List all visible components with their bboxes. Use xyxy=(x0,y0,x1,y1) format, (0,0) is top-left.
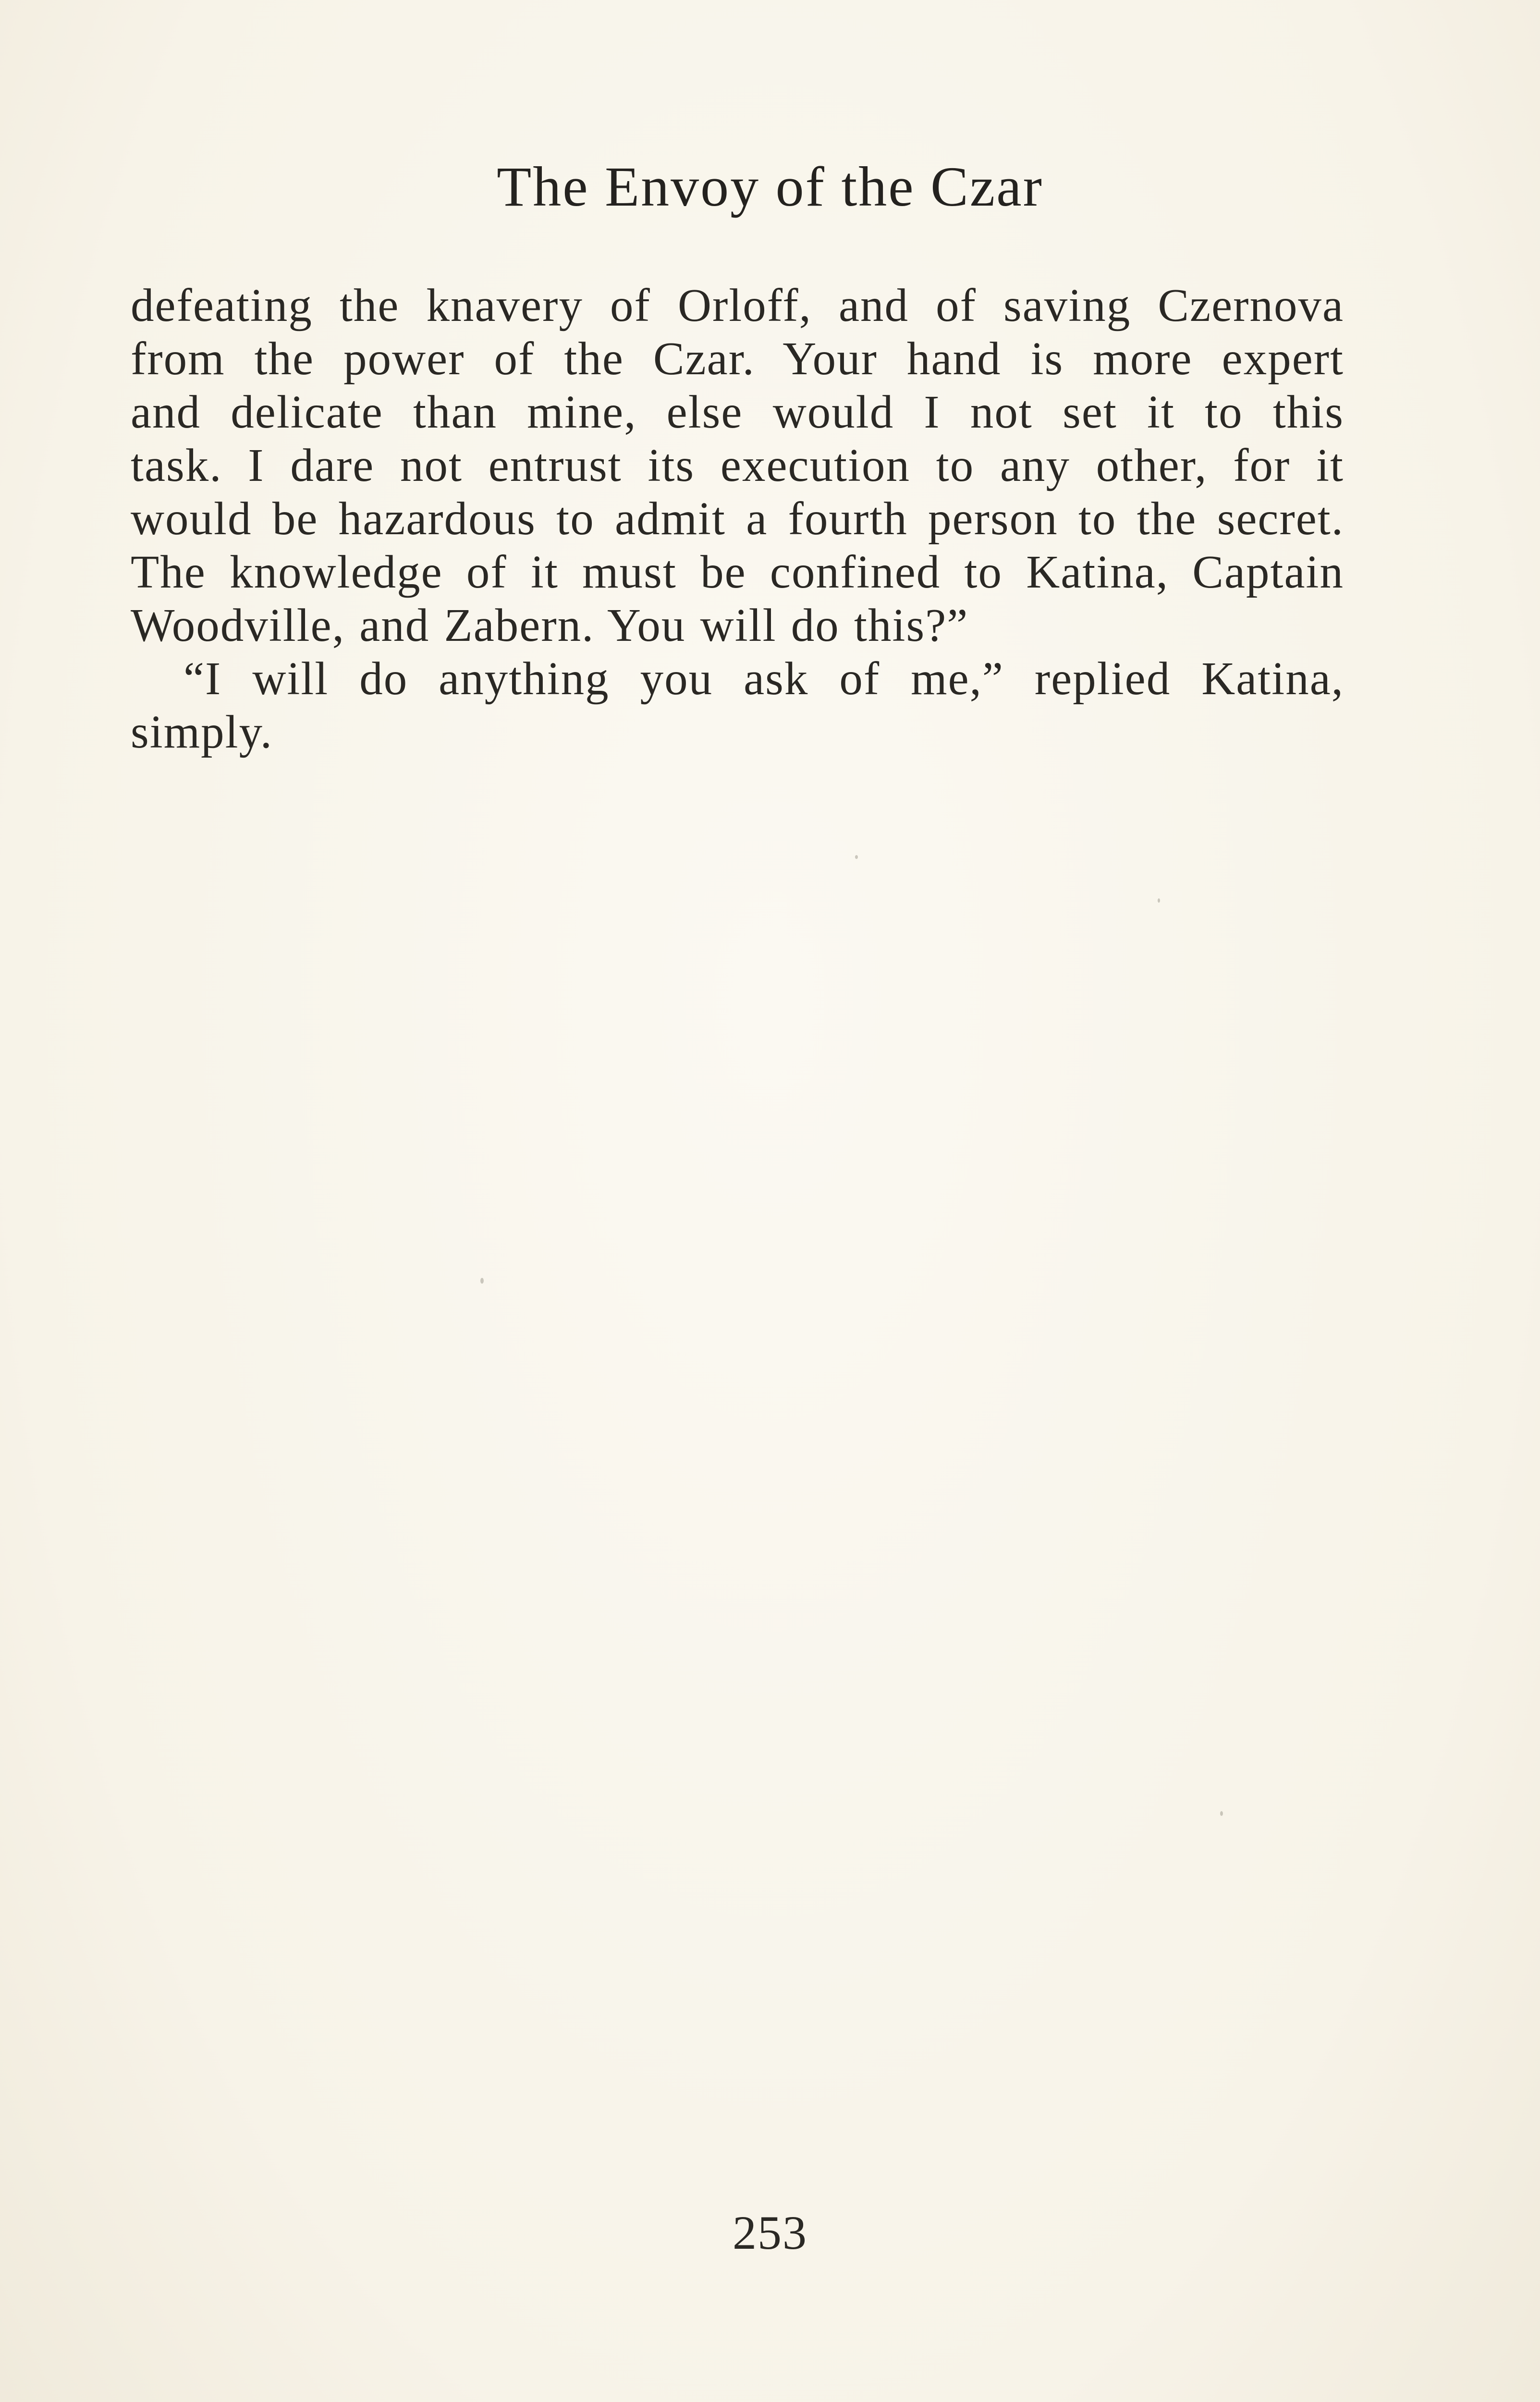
running-head: The Envoy of the Czar xyxy=(497,155,1043,218)
paper-speck xyxy=(1158,898,1160,903)
paper-speck xyxy=(855,855,858,859)
paper-speck xyxy=(480,1278,484,1284)
text-line: from the power of the Czar. Your hand is more expert xyxy=(131,333,1344,384)
text-line: The knowledge of it must be confined to Katina, Captain xyxy=(131,546,1344,598)
page-number: 253 xyxy=(733,2206,807,2259)
text-line: Woodville, and Zabern. You will do this?” xyxy=(131,600,969,651)
body-text xyxy=(131,279,1344,759)
text-line: simply. xyxy=(131,706,273,758)
paper-speck xyxy=(1220,1811,1223,1816)
text-line: task. I dare not entrust its execution to any other, for it xyxy=(131,440,1344,491)
text-line: “I will do anything you ask of me,” replied Katina, xyxy=(183,653,1344,704)
text-line: would be hazardous to admit a fourth person to the secret. xyxy=(131,493,1344,544)
text-line: defeating the knavery of Orloff, and of saving Czernova xyxy=(131,280,1344,331)
text-line: and delicate than mine, else would I not set it to this xyxy=(131,386,1344,438)
